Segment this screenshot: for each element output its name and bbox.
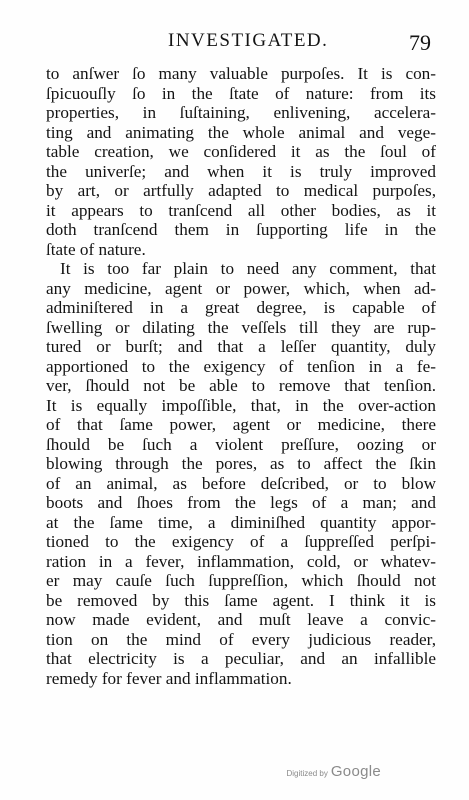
text-line: now made evident, and muſt leave a convic- [46, 610, 436, 629]
text-line: ſtate of nature. [46, 239, 146, 259]
page-number: 79 [409, 30, 431, 55]
page-header [0, 30, 469, 58]
text-line: ver, ſhould not be able to remove that tenſion. [46, 376, 436, 395]
body-text [46, 64, 436, 688]
text-line: ſpicuouſly ſo in the ſtate of nature: from its [46, 83, 436, 103]
text-line: the univerſe; and when it is truly improved [46, 161, 436, 181]
text-line: boots and ſhoes from the legs of a man; and [46, 493, 436, 512]
text-line: tion on the mind of every judicious reader, [46, 629, 436, 649]
text-line: properties, in ſuſtaining, enlivening, accelera- [46, 103, 436, 122]
text-line: to anſwer ſo many valuable purpoſes. It is con- [46, 64, 436, 83]
text-line: adminiſtered in a great degree, is capable of [46, 298, 436, 317]
digitized-watermark [286, 763, 381, 780]
text-line: that electricity is a peculiar, and an infallible [46, 649, 436, 668]
text-line: at the ſame time, a diminiſhed quantity appor- [46, 512, 436, 532]
text-line: er may cauſe ſuch ſuppreſſion, which ſhould not [46, 571, 436, 590]
text-line: table creation, we conſidered it as the ſoul of [46, 142, 436, 161]
text-line: It is too far plain to need any comment, that [60, 259, 436, 278]
text-line: tured or burſt; and that a leſſer quantity, duly [46, 337, 436, 356]
text-line: doth tranſcend them in ſupporting life in the [46, 220, 436, 239]
text-line: of that ſame power, agent or medicine, there [46, 415, 436, 434]
text-line: ſhould be ſuch a violent preſſure, oozing or [46, 434, 436, 454]
text-line: by art, or artfully adapted to medical purpoſes, [46, 181, 436, 200]
text-line: ting and animating the whole animal and vege- [46, 122, 436, 142]
running-head: INVESTIGATED. [168, 30, 329, 51]
digitized-by-label: Digitized by [286, 769, 328, 778]
paragraph [46, 64, 436, 259]
text-line: tioned to the exigency of a ſuppreſſed perſpi- [46, 532, 436, 551]
text-line: blowing through the pores, as to affect the ſkin [46, 454, 436, 473]
text-line: any medicine, agent or power, which, when ad- [46, 278, 436, 298]
text-line: of an animal, as before deſcribed, or to blow [46, 473, 436, 493]
paragraph [46, 259, 436, 688]
text-line: It is equally impoſſible, that, in the over-action [46, 395, 436, 415]
text-line: ration in a fever, inflammation, cold, or whatev- [46, 551, 436, 571]
text-line: it appears to tranſcend all other bodies, as it [46, 200, 436, 220]
text-line: ſwelling or dilating the veſſels till they are rup- [46, 317, 436, 337]
text-line: apportioned to the exigency of tenſion in a fe- [46, 356, 436, 376]
text-line: be removed by this ſame agent. I think it is [46, 590, 436, 610]
google-logo: Google [330, 763, 381, 780]
text-line: remedy for fever and inflammation. [46, 668, 292, 688]
